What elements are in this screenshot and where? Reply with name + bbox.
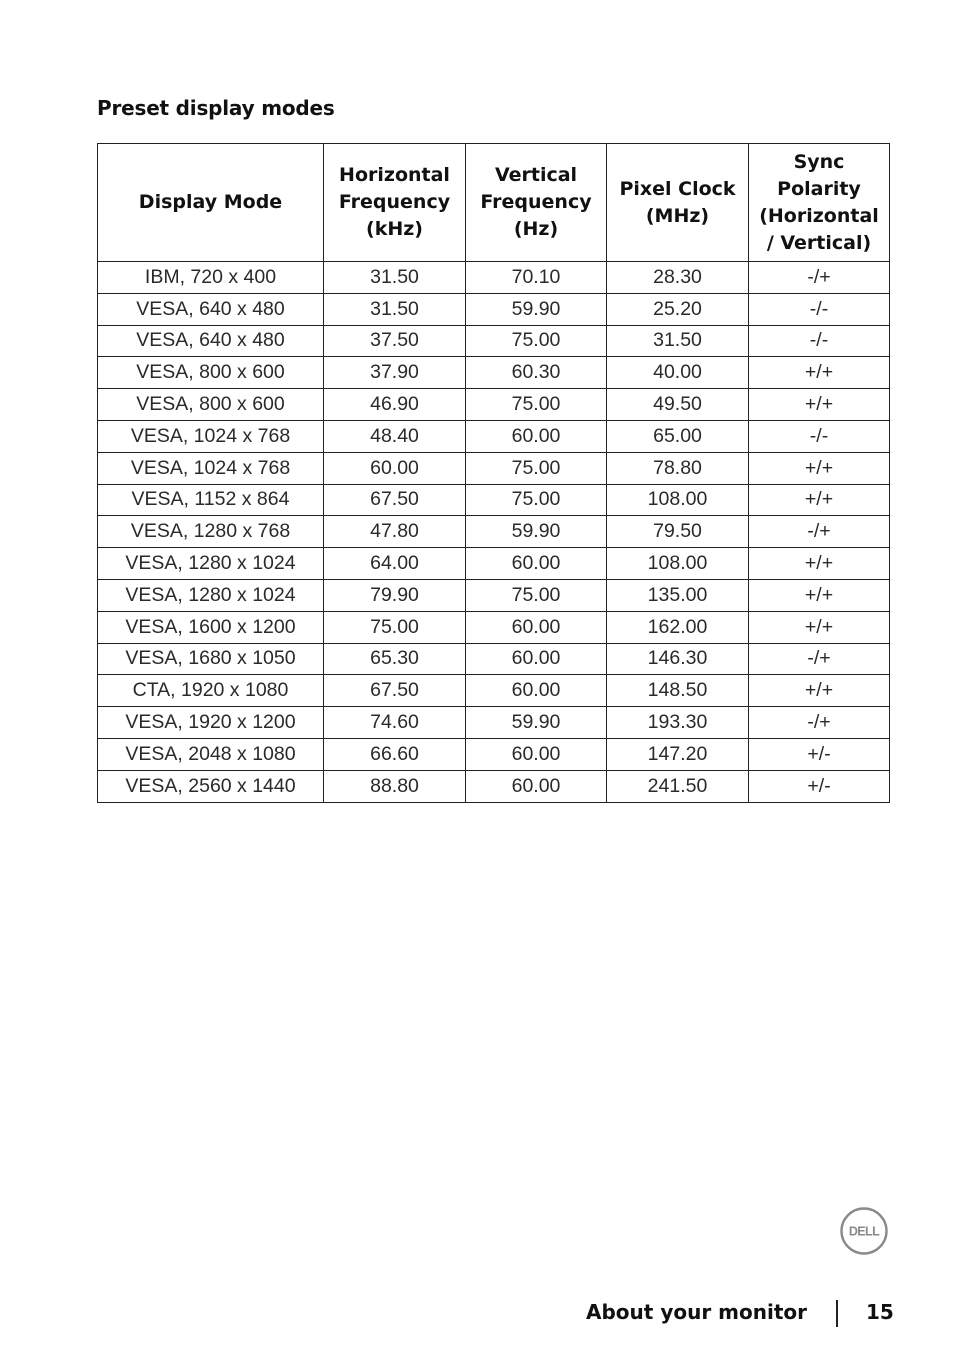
cell-display-mode: VESA, 1680 x 1050 — [98, 643, 324, 675]
header-line: Frequency — [338, 191, 451, 213]
cell-sync-polarity: +/+ — [749, 484, 890, 516]
cell-display-mode: VESA, 1280 x 1024 — [98, 548, 324, 580]
cell-display-mode: VESA, 2048 x 1080 — [98, 738, 324, 770]
cell-pixel-clock: 241.50 — [607, 770, 749, 802]
header-line: Display Mode — [138, 191, 283, 213]
cell-pixel-clock: 65.00 — [607, 420, 749, 452]
cell-horizontal-frequency: 67.50 — [324, 675, 466, 707]
cell-horizontal-frequency: 74.60 — [324, 707, 466, 739]
header-line: Sync — [793, 150, 845, 173]
table-row — [98, 548, 890, 580]
cell-display-mode: VESA, 1920 x 1200 — [98, 707, 324, 739]
cell-display-mode: VESA, 1024 x 768 — [98, 420, 324, 452]
header-line: / Vertical) — [766, 231, 872, 254]
preset-display-modes-table — [97, 143, 890, 803]
table-row — [98, 516, 890, 548]
cell-vertical-frequency: 70.10 — [466, 262, 607, 294]
cell-pixel-clock: 135.00 — [607, 579, 749, 611]
page-number: 15 — [866, 1300, 894, 1324]
table-row — [98, 452, 890, 484]
cell-pixel-clock: 148.50 — [607, 675, 749, 707]
cell-horizontal-frequency: 67.50 — [324, 484, 466, 516]
cell-sync-polarity: -/+ — [749, 516, 890, 548]
cell-horizontal-frequency: 31.50 — [324, 293, 466, 325]
cell-pixel-clock: 147.20 — [607, 738, 749, 770]
table-row — [98, 738, 890, 770]
header-sync-polarity — [749, 144, 890, 262]
cell-sync-polarity: +/+ — [749, 357, 890, 389]
cell-display-mode: VESA, 1280 x 768 — [98, 516, 324, 548]
table-row — [98, 643, 890, 675]
cell-vertical-frequency: 60.00 — [466, 738, 607, 770]
cell-vertical-frequency: 60.30 — [466, 357, 607, 389]
cell-pixel-clock: 108.00 — [607, 548, 749, 580]
header-vertical-frequency — [466, 144, 607, 262]
cell-vertical-frequency: 60.00 — [466, 643, 607, 675]
table-row — [98, 420, 890, 452]
cell-horizontal-frequency: 75.00 — [324, 611, 466, 643]
cell-vertical-frequency: 60.00 — [466, 770, 607, 802]
cell-horizontal-frequency: 47.80 — [324, 516, 466, 548]
table-body — [98, 262, 890, 803]
cell-horizontal-frequency: 46.90 — [324, 389, 466, 421]
cell-horizontal-frequency: 31.50 — [324, 262, 466, 294]
table-row — [98, 389, 890, 421]
cell-sync-polarity: +/- — [749, 738, 890, 770]
cell-sync-polarity: +/+ — [749, 579, 890, 611]
cell-horizontal-frequency: 37.50 — [324, 325, 466, 357]
cell-display-mode: VESA, 1024 x 768 — [98, 452, 324, 484]
cell-pixel-clock: 79.50 — [607, 516, 749, 548]
cell-vertical-frequency: 75.00 — [466, 325, 607, 357]
cell-pixel-clock: 25.20 — [607, 293, 749, 325]
cell-horizontal-frequency: 65.30 — [324, 643, 466, 675]
cell-vertical-frequency: 60.00 — [466, 675, 607, 707]
header-horizontal-frequency — [324, 144, 466, 262]
dell-logo-text: DELL — [848, 1224, 880, 1239]
cell-horizontal-frequency: 60.00 — [324, 452, 466, 484]
cell-horizontal-frequency: 64.00 — [324, 548, 466, 580]
cell-display-mode: VESA, 800 x 600 — [98, 357, 324, 389]
cell-display-mode: VESA, 800 x 600 — [98, 389, 324, 421]
footer-title: About your monitor — [586, 1300, 807, 1324]
header-line: Pixel Clock — [619, 177, 736, 200]
header-pixel-clock — [607, 144, 749, 262]
cell-vertical-frequency: 59.90 — [466, 293, 607, 325]
cell-vertical-frequency: 60.00 — [466, 611, 607, 643]
cell-pixel-clock: 49.50 — [607, 389, 749, 421]
cell-display-mode: CTA, 1920 x 1080 — [98, 675, 324, 707]
page-footer — [0, 1300, 954, 1328]
footer-separator — [836, 1300, 838, 1327]
cell-sync-polarity: -/- — [749, 420, 890, 452]
cell-vertical-frequency: 60.00 — [466, 548, 607, 580]
cell-sync-polarity: -/+ — [749, 643, 890, 675]
cell-vertical-frequency: 75.00 — [466, 579, 607, 611]
table-row — [98, 675, 890, 707]
cell-pixel-clock: 108.00 — [607, 484, 749, 516]
cell-display-mode: VESA, 1600 x 1200 — [98, 611, 324, 643]
cell-pixel-clock: 146.30 — [607, 643, 749, 675]
header-display-mode — [98, 144, 324, 262]
cell-pixel-clock: 193.30 — [607, 707, 749, 739]
cell-sync-polarity: +/- — [749, 770, 890, 802]
cell-vertical-frequency: 75.00 — [466, 389, 607, 421]
cell-pixel-clock: 78.80 — [607, 452, 749, 484]
cell-sync-polarity: +/+ — [749, 452, 890, 484]
cell-sync-polarity: -/+ — [749, 707, 890, 739]
cell-horizontal-frequency: 37.90 — [324, 357, 466, 389]
cell-vertical-frequency: 59.90 — [466, 707, 607, 739]
header-line: (Horizontal — [759, 204, 879, 227]
cell-display-mode: VESA, 1152 x 864 — [98, 484, 324, 516]
table-row — [98, 262, 890, 294]
cell-horizontal-frequency: 48.40 — [324, 420, 466, 452]
cell-sync-polarity: +/+ — [749, 675, 890, 707]
cell-sync-polarity: -/- — [749, 293, 890, 325]
section-title: Preset display modes — [97, 96, 335, 120]
cell-horizontal-frequency: 88.80 — [324, 770, 466, 802]
cell-sync-polarity: -/- — [749, 325, 890, 357]
table-row — [98, 325, 890, 357]
table-header-row — [98, 144, 890, 262]
header-line: Vertical — [494, 164, 578, 186]
header-line: Polarity — [777, 177, 861, 200]
cell-display-mode: VESA, 640 x 480 — [98, 293, 324, 325]
table-row — [98, 579, 890, 611]
cell-vertical-frequency: 59.90 — [466, 516, 607, 548]
cell-vertical-frequency: 75.00 — [466, 452, 607, 484]
cell-pixel-clock: 162.00 — [607, 611, 749, 643]
table-row — [98, 293, 890, 325]
header-line: Frequency — [480, 191, 592, 213]
cell-sync-polarity: +/+ — [749, 389, 890, 421]
cell-pixel-clock: 31.50 — [607, 325, 749, 357]
cell-display-mode: VESA, 1280 x 1024 — [98, 579, 324, 611]
cell-sync-polarity: +/+ — [749, 611, 890, 643]
dell-logo-icon — [840, 1207, 888, 1255]
header-line: (kHz) — [366, 218, 423, 240]
cell-horizontal-frequency: 66.60 — [324, 738, 466, 770]
table-row — [98, 770, 890, 802]
cell-display-mode: VESA, 640 x 480 — [98, 325, 324, 357]
cell-sync-polarity: +/+ — [749, 548, 890, 580]
table-row — [98, 357, 890, 389]
cell-display-mode: VESA, 2560 x 1440 — [98, 770, 324, 802]
header-line: (Hz) — [513, 218, 559, 240]
cell-display-mode: IBM, 720 x 400 — [98, 262, 324, 294]
table-row — [98, 484, 890, 516]
header-line: Horizontal — [339, 164, 450, 186]
cell-horizontal-frequency: 79.90 — [324, 579, 466, 611]
cell-pixel-clock: 40.00 — [607, 357, 749, 389]
cell-vertical-frequency: 75.00 — [466, 484, 607, 516]
table-row — [98, 611, 890, 643]
header-line: (MHz) — [645, 204, 710, 227]
table-row — [98, 707, 890, 739]
cell-vertical-frequency: 60.00 — [466, 420, 607, 452]
cell-sync-polarity: -/+ — [749, 262, 890, 294]
cell-pixel-clock: 28.30 — [607, 262, 749, 294]
